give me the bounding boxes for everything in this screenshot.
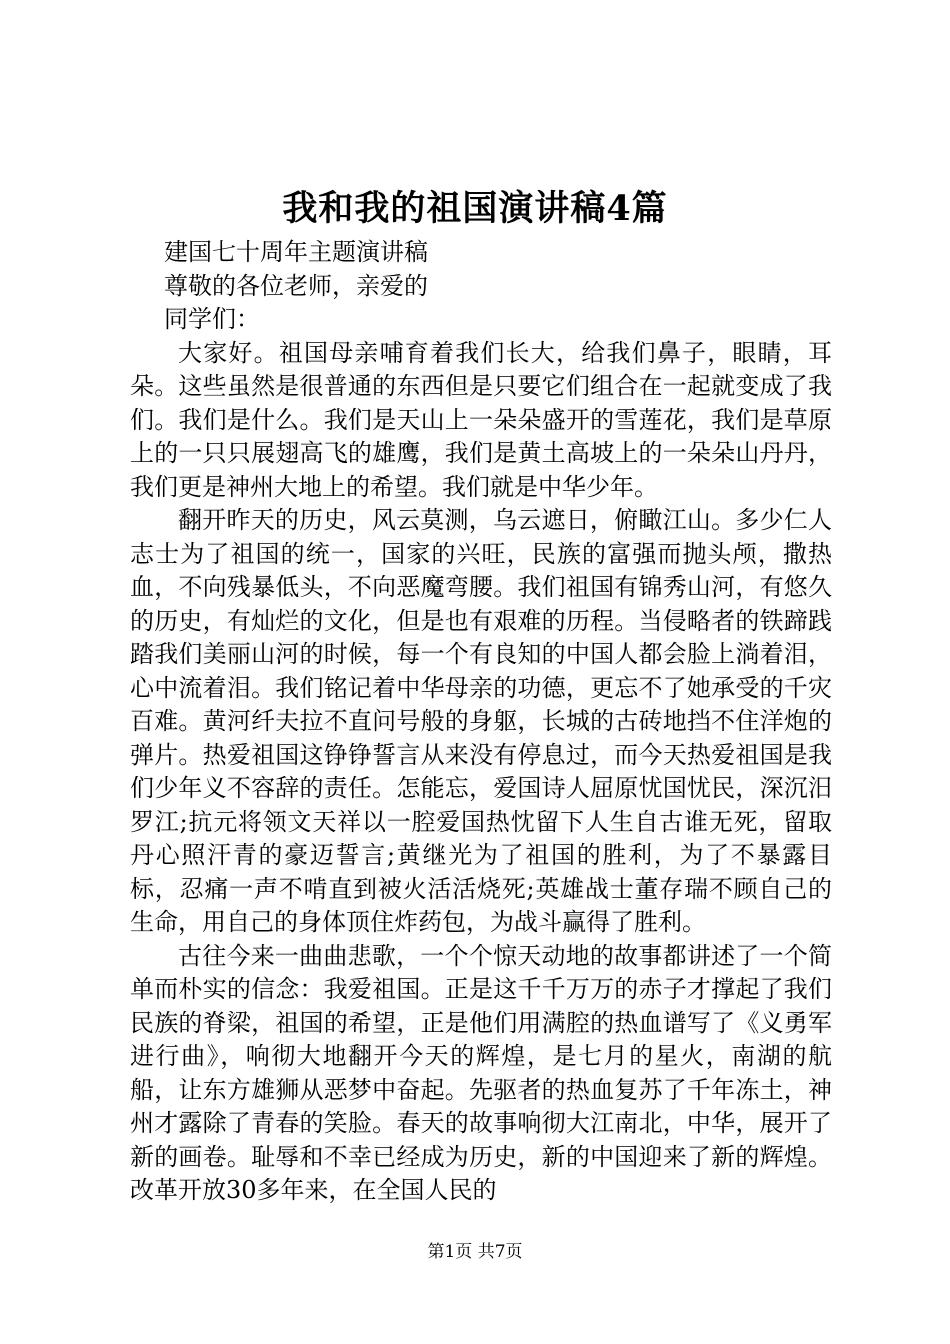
- paragraph-greeting: 大家好。祖国母亲哺育着我们长大，给我们鼻子，眼睛，耳朵。这些虽然是很普通的东西但是只要它们组合在一起就变成了我们。我们是什么。我们是天山上一朵朵盛开的雪莲花，我们是草原上的一只只展翅高飞的雄鹰，我们是黄土高坡上的一朵朵山丹丹，我们更是神州大地上的希望。我们就是中华少年。: [130, 338, 832, 501]
- intro-line-salutation: 尊敬的各位老师，亲爱的: [164, 271, 428, 300]
- document-title: 我和我的祖国演讲稿4篇: [282, 188, 668, 229]
- document-body: [130, 236, 832, 1208]
- paragraph-belief: 古往今来一曲曲悲歌，一个个惊天动地的故事都讲述了一个简单而朴实的信念：我爱祖国。正是这千千万万的赤子才撑起了我们民族的脊梁，祖国的希望，正是他们用满腔的热血谱写了《义勇军进行曲》，响彻大地翻开今天的辉煌，是七月的星火，南湖的航船，让东方雄狮从恶梦中奋起。先驱者的热血复苏了千年冻土，神州才露除了青春的笑脸。春天的故事响彻大江南北，中华，展开了新的画卷。耻辱和不幸已经成为历史，新的中国迎来了新的辉煌。改革开放30多年来，在全国人民的: [130, 941, 832, 1204]
- paragraph-history: 翻开昨天的历史，风云莫测，乌云遮日，俯瞰江山。多少仁人志士为了祖国的统一，国家的兴旺，民族的富强而抛头颅，撒热血，不向残暴低头，不向恶魔弯腰。我们祖国有锦秀山河，有悠久的历史，有灿烂的文化，但是也有艰难的历程。当侵略者的铁蹄践踏我们美丽山河的时候，每一个有良知的中国人都会脸上淌着泪，心中流着泪。我们铭记着中华母亲的功德，更忘不了她承受的千灾百难。黄河纤夫拉不直问号般的身躯，长城的古砖地挡不住洋炮的弹片。热爱祖国这铮铮誓言从来没有停息过，而今天热爱祖国是我们少年义不容辞的责任。怎能忘，爱国诗人屈原忧国忧民，深沉汨罗江;抗元将领文天祥以一腔爱国热忱留下人生自古谁无死，留取丹心照汗青的豪迈誓言;黄继光为了祖国的胜利，为了不暴露目标，忍痛一声不啃直到被火活活烧死;英雄战士董存瑞不顾自己的生命，用自己的身体顶住炸药包，为战斗赢得了胜利。: [130, 506, 832, 936]
- intro-line-students: 同学们：: [164, 305, 260, 333]
- page-number-footer: 第1页 共7页: [427, 1242, 523, 1262]
- intro-line-subtitle: 建国七十周年主题演讲稿: [164, 238, 428, 266]
